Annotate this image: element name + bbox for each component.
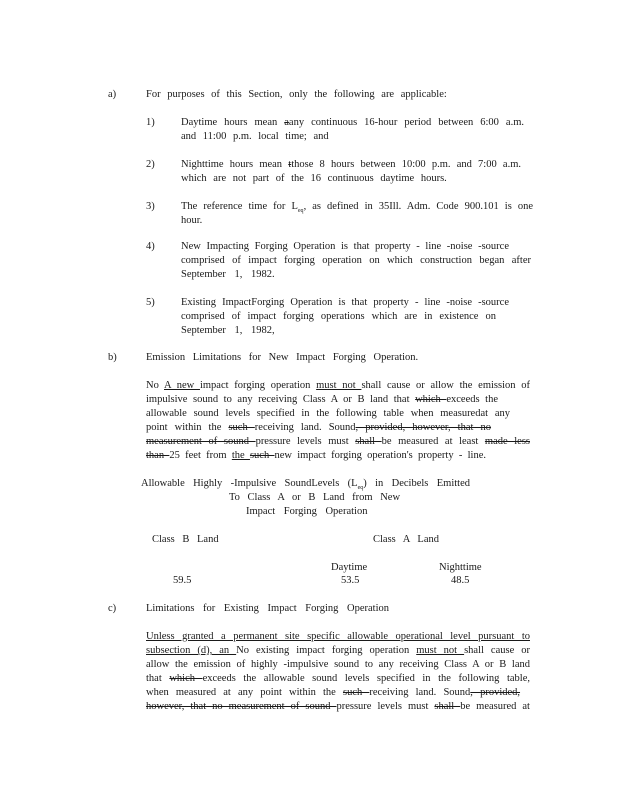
section-b-para-line-3: allowable sound levels specified in the following table when measuredat any (146, 408, 510, 419)
item-2-line-1: Nighttime hours mean tthose 8 hours between 10:00 p.m. and 7:00 a.m. (181, 159, 522, 170)
item-1-number: 1) (146, 117, 155, 128)
table-title-line-3: Impact Forging Operation (246, 506, 368, 517)
table-subheader-nighttime: Nighttime (439, 562, 482, 573)
section-b-para-line-4: point within the such receiving land. Sound, provided, however, that no (146, 422, 492, 433)
table-value-nighttime: 48.5 (451, 575, 470, 586)
item-1-line-1: Daytime hours mean aany continuous 16-hour period between 6:00 a.m. (181, 117, 524, 128)
section-a-marker: a) (108, 89, 117, 100)
section-c-para-line-5: when measured at any point within the such receiving land. Sound, provided, (146, 687, 521, 698)
item-1-line-2: and 11:00 p.m. local time; and (181, 131, 329, 142)
item-5-number: 5) (146, 297, 155, 308)
section-c-para-line-1: Unless granted a permanent site specific allowable operational level pursuant to (146, 631, 530, 642)
table-header-class-b: Class B Land (152, 534, 219, 545)
table-header-class-a: Class A Land (373, 534, 440, 545)
section-c-para-line-2: subsection (d), an No existing impact forging operation must not shall cause or (146, 645, 530, 656)
table-title-line-1: Allowable Highly -Impulsive SoundLevels $(L_{eq})$ in Decibels Emitted (141, 478, 470, 491)
section-b-marker: b) (108, 352, 117, 363)
item-4-line-1: New Impacting Forging Operation is that property - line -noise -source (181, 241, 509, 252)
section-a-intro: For purposes of this Section, only the following are applicable: (146, 89, 447, 100)
section-c-para-line-3: allow the emission of highly -impulsive sound to any receiving Class A or B land (146, 659, 530, 670)
table-subheader-daytime: Daytime (331, 562, 368, 573)
section-c-heading: Limitations for Existing Impact Forging Operation (146, 603, 389, 614)
item-5-line-2: comprised of impact forging operations which are in existence on (181, 311, 496, 322)
table-title-line-2: To Class A or B Land from New (229, 492, 401, 503)
item-3-line-2: hour. (181, 215, 203, 226)
table-value-class-b: 59.5 (173, 575, 192, 586)
section-b-heading: Emission Limitations for New Impact Forging Operation. (146, 352, 419, 363)
item-4-number: 4) (146, 241, 155, 252)
item-5-line-3: September 1, 1982, (181, 325, 275, 336)
section-c-marker: c) (108, 603, 117, 614)
section-b-para-line-1: No A new impact forging operation must not shall cause or allow the emission of (146, 380, 530, 391)
item-5-line-1: Existing ImpactForging Operation is that property - line -noise -source (181, 297, 509, 308)
section-c-para-line-4: that which exceeds the allowable sound levels specified in the following table, (146, 673, 530, 684)
item-4-line-2: comprised of impact forging operation on which construction began after (181, 255, 531, 266)
item-3-line-1: The reference time for $L_{eq}$, as defined in 35Ill. Adm. Code 900.101 is one (181, 201, 533, 214)
section-b-para-line-2: impulsive sound to any receiving Class A or B land that which exceeds the (146, 394, 498, 405)
item-2-number: 2) (146, 159, 155, 170)
section-b-para-line-6: than 25 feet from the such new impact forging operation's property - line. (146, 450, 487, 461)
item-4-line-3: September 1, 1982. (181, 269, 275, 280)
item-2-line-2: which are not part of the 16 continuous daytime hours. (181, 173, 447, 184)
table-value-daytime: 53.5 (341, 575, 360, 586)
item-3-number: 3) (146, 201, 155, 212)
section-c-para-line-6: however, that no measurement of sound pressure levels must shall be measured at (146, 701, 530, 712)
section-b-para-line-5: measurement of sound pressure levels must shall be measured at least made less (146, 436, 530, 447)
